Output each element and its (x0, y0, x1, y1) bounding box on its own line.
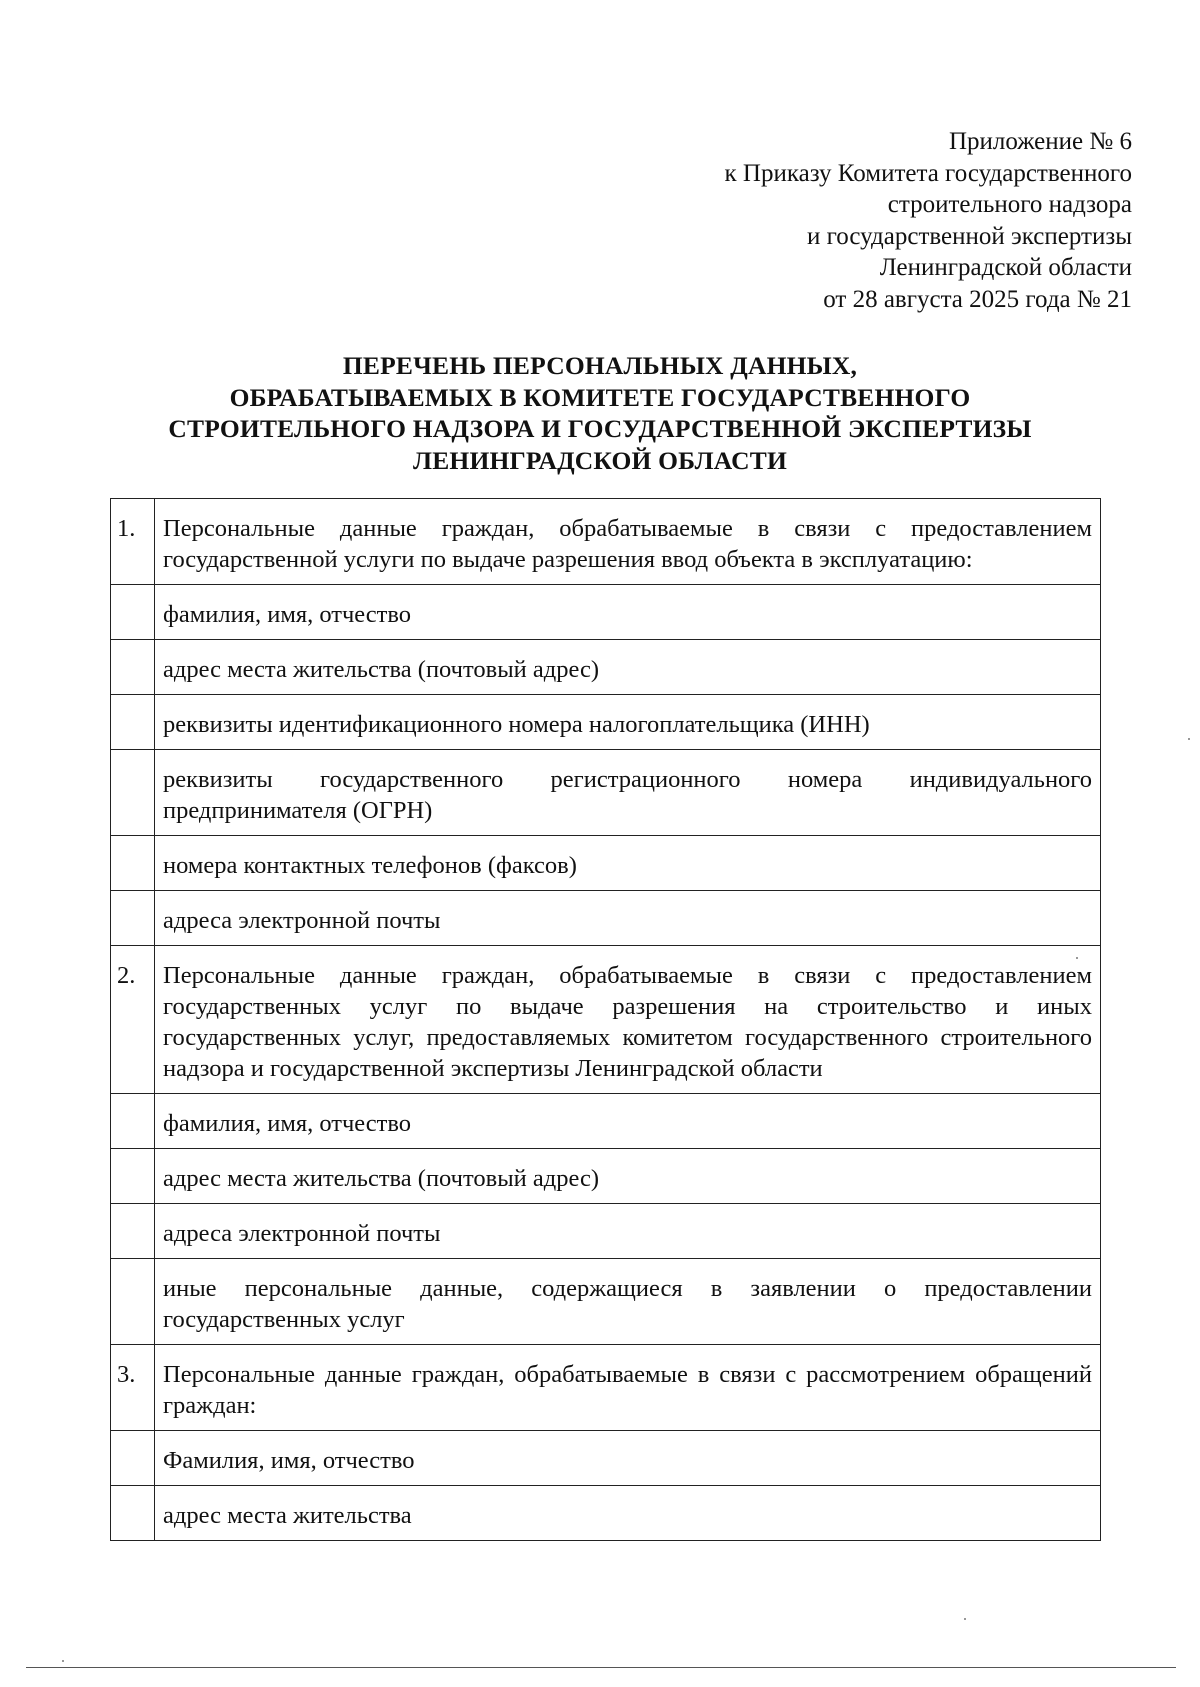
appendix-header (432, 126, 1132, 315)
order-reference-line-1: к Приказу Комитета государственного (724, 159, 1132, 187)
table-row (111, 1204, 1101, 1259)
row-number (111, 1204, 155, 1259)
table-row (111, 585, 1101, 640)
table-row (111, 1149, 1101, 1204)
table-row (111, 640, 1101, 695)
table-row-section-3 (111, 1345, 1101, 1431)
row-number (111, 891, 155, 946)
row-number: 3. (111, 1345, 155, 1431)
row-number (111, 585, 155, 640)
order-date-number: от 28 августа 2025 года № 21 (823, 285, 1132, 313)
table-row (111, 695, 1101, 750)
table-row (111, 1431, 1101, 1486)
table-row (111, 891, 1101, 946)
row-number (111, 836, 155, 891)
row-number (111, 1149, 155, 1204)
row-text: адрес места жительства (почтовый адрес) (155, 640, 1101, 695)
scan-speck (964, 1618, 966, 1620)
row-number (111, 750, 155, 836)
order-reference-line-4: Ленинградской области (879, 254, 1132, 281)
page-bottom-divider (26, 1667, 1176, 1668)
row-text: номера контактных телефонов (факсов) (155, 836, 1101, 891)
table-row (111, 750, 1101, 836)
row-text: иные персональные данные, содержащиеся в заявлении о предоставлении государственных услуг (155, 1259, 1101, 1345)
table-row (111, 1094, 1101, 1149)
table-row (111, 1486, 1101, 1541)
row-number (111, 695, 155, 750)
personal-data-table (110, 498, 1101, 1541)
row-text: Персональные данные граждан, обрабатываемые в связи с предоставлением государственной услуги по выдаче разрешения ввод объекта в эксплуатацию: (155, 499, 1101, 585)
appendix-number: Приложение № 6 (948, 128, 1132, 155)
row-text: адреса электронной почты (155, 1204, 1101, 1259)
title-line-3: СТРОИТЕЛЬНОГО НАДЗОРА И ГОСУДАРСТВЕННОЙ ЭКСПЕРТИЗЫ (168, 414, 1032, 443)
row-text: адрес места жительства (155, 1486, 1101, 1541)
table-row (111, 836, 1101, 891)
row-text: фамилия, имя, отчество (155, 1094, 1101, 1149)
row-text: Персональные данные граждан, обрабатываемые в связи с предоставлением государственных услуг по выдаче разрешения на строительство и иных государственных услуг, предоставляемых комитетом государственного строительного надзора и государственной экспертизы Ленинградской области (155, 946, 1101, 1094)
row-text: реквизиты государственного регистрационного номера индивидуального предпринимателя (ОГРН) (155, 750, 1101, 836)
row-text: фамилия, имя, отчество (155, 585, 1101, 640)
title-line-2: ОБРАБАТЫВАЕМЫХ В КОМИТЕТЕ ГОСУДАРСТВЕННОГО (229, 382, 971, 412)
document-title (100, 350, 1100, 476)
scan-speck (62, 1660, 64, 1662)
scan-speck (1076, 957, 1078, 959)
row-text: Персональные данные граждан, обрабатываемые в связи с рассмотрением обращений граждан: (155, 1345, 1101, 1431)
row-number (111, 1259, 155, 1345)
row-number: 2. (111, 946, 155, 1094)
title-line-1: ПЕРЕЧЕНЬ ПЕРСОНАЛЬНЫХ ДАННЫХ, (342, 351, 858, 380)
table-row-section-1 (111, 499, 1101, 585)
table-row (111, 1259, 1101, 1345)
row-text: адрес места жительства (почтовый адрес) (155, 1149, 1101, 1204)
title-line-4: ЛЕНИНГРАДСКОЙ ОБЛАСТИ (413, 445, 787, 475)
row-text: Фамилия, имя, отчество (155, 1431, 1101, 1486)
row-text: реквизиты идентификационного номера налогоплательщика (ИНН) (155, 695, 1101, 750)
row-number (111, 1431, 155, 1486)
row-number (111, 1486, 155, 1541)
row-number (111, 1094, 155, 1149)
order-reference-line-3: и государственной экспертизы (806, 222, 1132, 250)
row-number: 1. (111, 499, 155, 585)
row-number (111, 640, 155, 695)
scan-speck (1188, 738, 1190, 740)
table-row-section-2 (111, 946, 1101, 1094)
order-reference-line-2: строительного надзора (887, 191, 1132, 218)
row-text: адреса электронной почты (155, 891, 1101, 946)
